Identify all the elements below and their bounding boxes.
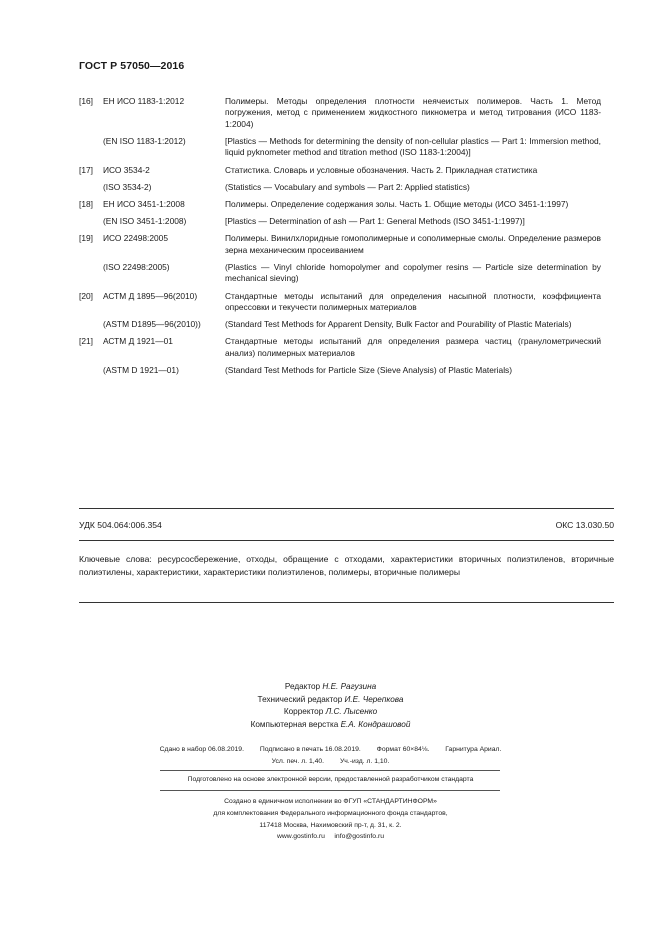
reference-text: [Plastics — Methods for determining the density of non-cellular plastics — Part 1: Immersion method, liquid pyknometer method and titration method (ISO 1183-1:2004)]: [225, 136, 601, 158]
reference-text: (Standard Test Methods for Particle Size (Sieve Analysis) of Plastic Materials): [225, 365, 513, 376]
reference-number: [21]: [79, 336, 93, 347]
print-edition: Уч.-изд. л. 1,10.: [339, 758, 390, 765]
reference-text: Полимеры. Винилхлоридные гомополимерные и сополимерные смолы. Определение размеров зерна механическим просеиванием: [225, 233, 601, 255]
reference-item-translation: [79, 262, 599, 285]
reference-text: (Statistics — Vocabulary and symbols — Part 2: Applied statistics): [225, 181, 470, 192]
publisher-block: [0, 796, 661, 843]
reference-text: Стандартные методы испытаний для определения размера частиц (гранулометрический анализ) полимерных материалов: [225, 336, 601, 358]
reference-text: Стандартные методы испытаний для определения насыпной плотности, коэффициента опрессовки и текучести полимерных материалов: [225, 290, 601, 313]
reference-code: АСТМ Д 1895—96(2010): [103, 290, 198, 301]
reference-code: ИСО 22498:2005: [103, 233, 168, 244]
udk-code: УДК 504.064:006.354: [79, 520, 162, 530]
reference-item-translation: [79, 216, 599, 227]
reference-item: [79, 199, 599, 210]
reference-item: [79, 233, 599, 256]
reference-item-translation: [79, 319, 599, 330]
credit-role: Корректор: [283, 707, 324, 717]
reference-text: Статистика. Словарь и условные обозначения. Часть 2. Прикладная статистика: [225, 164, 538, 175]
divider-top: [79, 508, 614, 509]
document-header: ГОСТ Р 57050—2016: [79, 60, 185, 72]
divider-print: [160, 770, 500, 771]
prepared-note: Подготовлено на основе электронной версии, предоставленной разработчиком стандарта: [187, 776, 474, 783]
publisher-line: для комплектования Федерального информационного фонда стандартов,: [213, 809, 448, 817]
oks-code: ОКС 13.030.50: [555, 520, 614, 530]
reference-text: (Plastics — Vinyl chloride homopolymer and copolymer resins — Particle size determination by mechanical sieving): [225, 262, 601, 284]
print-sent: Сдано в набор 06.08.2019.: [159, 746, 244, 753]
reference-item-translation: [79, 365, 599, 376]
keywords-paragraph: Ключевые слова: ресурсосбережение, отходы, обращение с отходами, характеристики вторичных полиэтиленов, вторичные полиэтилены, характеристики, характеристики полиэтиленов, полимеры, вторичные полимеры: [79, 554, 614, 578]
reference-item-translation: [79, 136, 599, 159]
publisher-line: 117418 Москва, Нахимовский пр-т, д. 31, к. 2.: [259, 821, 402, 829]
credit-name: И.Е. Черепкова: [344, 694, 404, 704]
reference-item: [79, 291, 599, 314]
credit-name: Е.А. Кондрашовой: [340, 719, 411, 729]
credit-line: [0, 681, 661, 694]
reference-number: [17]: [79, 164, 93, 175]
references-list: [79, 96, 599, 382]
publisher-line: Создано в единичном исполнении во ФГУП «СТАНДАРТИНФОРМ»: [224, 798, 437, 805]
publisher-contacts: www.gostinfo.ru info@gostinfo.ru: [276, 833, 384, 841]
credit-name: Л.С. Лысенко: [325, 707, 378, 717]
print-signed: Подписано в печать 16.08.2019.: [259, 746, 361, 753]
reference-code: (ASTM D 1921—01): [103, 365, 179, 376]
credits-block: [0, 681, 661, 731]
divider-publisher: [160, 790, 500, 791]
reference-number: [20]: [79, 290, 93, 301]
reference-code: (ISO 22498:2005): [103, 262, 170, 273]
divider-bottom: [79, 602, 614, 603]
credit-line: [0, 694, 661, 707]
credit-role: Компьютерная верстка: [250, 719, 339, 729]
print-info-line: [0, 756, 661, 768]
reference-code: (ISO 3534-2): [103, 181, 152, 192]
reference-text: Полимеры. Методы определения плотности неячеистых полимеров. Часть 1. Метод погружения, метод с применением жидкостного пикнометра и метод титрования (ИСО 1183-1:2004): [225, 96, 601, 129]
reference-item: [79, 96, 599, 130]
reference-text: (Standard Test Methods for Apparent Density, Bulk Factor and Pourability of Plastic Materials): [225, 319, 572, 330]
credit-role: Редактор: [284, 682, 321, 691]
credit-name: Н.Е. Рагузина: [322, 682, 377, 691]
reference-code: АСТМ Д 1921—01: [103, 336, 173, 347]
print-pages: Усл. печ. л. 1,40.: [271, 758, 325, 765]
credit-line: [0, 719, 661, 732]
reference-code: ИСО 3534-2: [103, 164, 150, 175]
print-font: Гарнитура Ариал.: [445, 746, 502, 753]
reference-number: [16]: [79, 96, 93, 106]
reference-code: ЕН ИСО 1183-1:2012: [103, 96, 185, 106]
reference-item: [79, 165, 599, 176]
reference-number: [18]: [79, 199, 93, 210]
reference-code: (EN ISO 1183-1:2012): [103, 136, 186, 147]
reference-code: (ASTM D1895—96(2010)): [103, 319, 201, 330]
print-info: [0, 744, 661, 768]
reference-text: [Plastics — Determination of ash — Part 1: General Methods (ISO 3451-1:1997)]: [225, 216, 525, 227]
reference-code: ЕН ИСО 3451-1:2008: [103, 199, 185, 210]
divider-middle: [79, 540, 614, 541]
reference-item: [79, 336, 599, 359]
reference-number: [19]: [79, 233, 93, 244]
credit-line: [0, 706, 661, 719]
credit-role: Технический редактор: [257, 694, 343, 704]
print-info-line: [0, 744, 661, 756]
print-format: Формат 60×84⅛.: [376, 746, 430, 753]
reference-item-translation: [79, 182, 599, 193]
reference-code: (EN ISO 3451-1:2008): [103, 216, 187, 227]
reference-text: Полимеры. Определение содержания золы. Часть 1. Общие методы (ИСО 3451-1:1997): [225, 199, 569, 210]
